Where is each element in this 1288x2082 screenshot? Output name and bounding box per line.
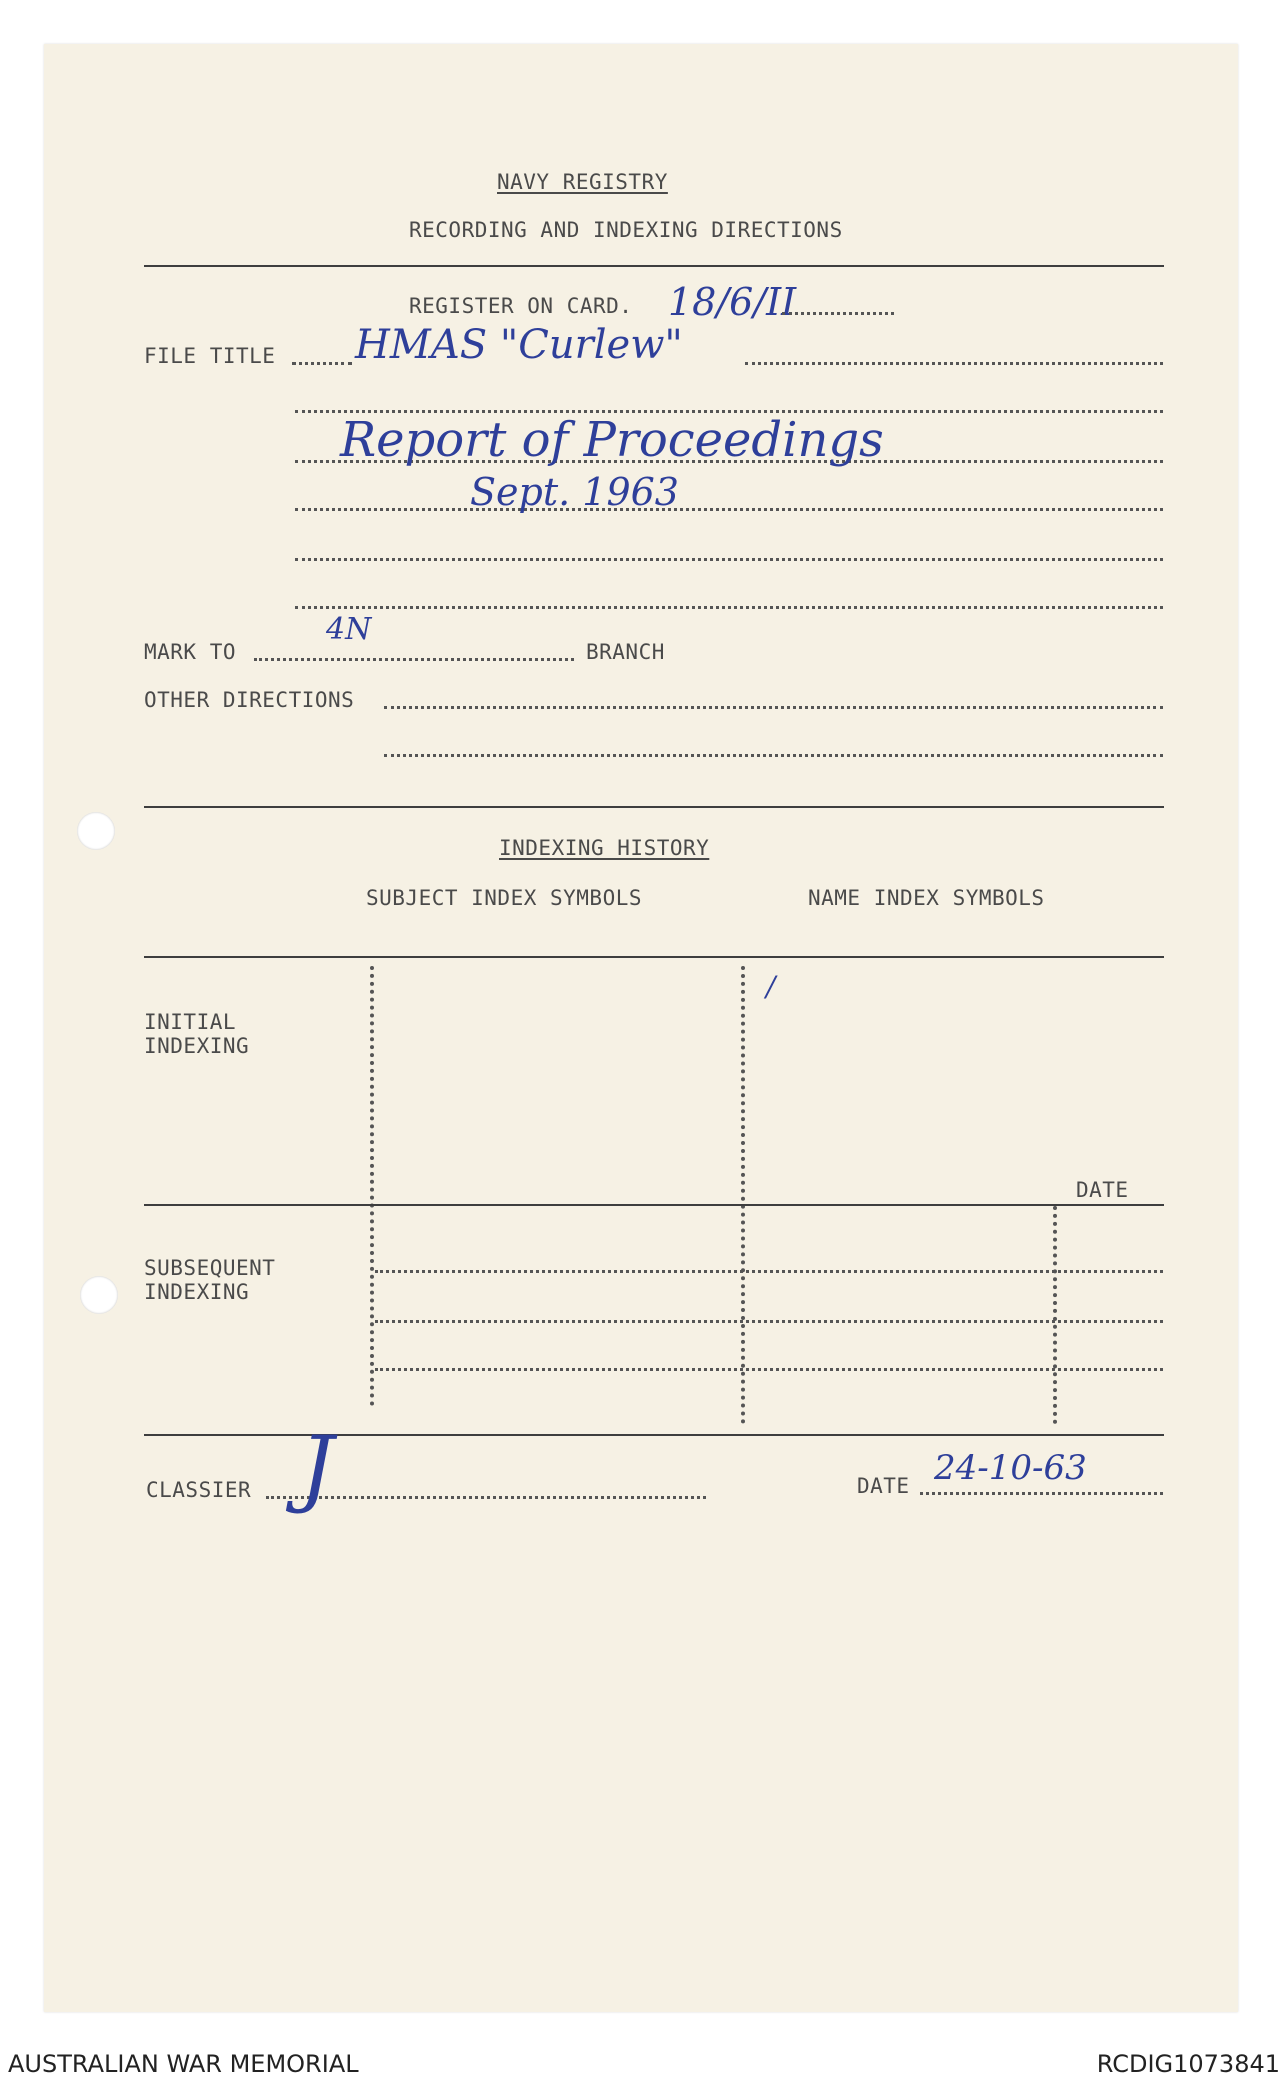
date-column-divider [1053,1206,1057,1424]
classifier-signature: J [300,1418,334,1516]
file-title-label: FILE TITLE [144,344,276,368]
file-title-line2: Report of Proceedings [340,412,884,468]
mark-to-label: MARK TO [144,640,237,664]
form-title: NAVY REGISTRY [497,170,668,194]
date-label: DATE [857,1474,910,1498]
classifier-label: CLASSIER [146,1478,252,1502]
initial-indexing-rule [144,1204,1164,1206]
header-rule [144,265,1164,267]
footer-right: RCDIG1073841 [1096,2050,1280,2078]
file-title-dots-4 [295,508,1163,511]
punch-hole-bottom [80,1276,118,1314]
file-title-dots-1a [292,362,352,365]
punch-hole-top [77,812,115,850]
other-directions-dots-2 [384,754,1163,757]
date-column-header: DATE [1076,1178,1129,1202]
subject-column-divider [370,966,374,1406]
initial-name-mark: / [766,970,776,1003]
initial-indexing-label-1: INITIAL [144,1010,237,1034]
subsequent-dots-2 [375,1320,1163,1323]
indexing-heading: INDEXING HISTORY [499,836,710,860]
file-title-line1: HMAS "Curlew" [355,322,683,368]
file-title-dots-1b [745,362,1163,365]
register-value: 18/6/II [668,280,797,324]
register-label: REGISTER ON CARD. [409,294,633,318]
indexing-header-rule [144,956,1164,958]
subsequent-dots-1 [375,1270,1163,1273]
name-column-divider [741,966,745,1424]
subsequent-indexing-rule [144,1434,1164,1436]
name-column-header: NAME INDEX SYMBOLS [808,886,1045,910]
subject-column-header: SUBJECT INDEX SYMBOLS [366,886,643,910]
subsequent-dots-3 [375,1368,1163,1371]
footer-left: AUSTRALIAN WAR MEMORIAL [8,2050,359,2078]
mark-to-value: 4N [326,612,372,647]
initial-indexing-label-2: INDEXING [144,1034,250,1058]
date-value: 24-10-63 [934,1448,1087,1488]
section-rule [144,806,1164,808]
date-dots [920,1492,1163,1495]
file-title-dots-5 [295,558,1163,561]
subsequent-indexing-label-2: INDEXING [144,1280,250,1304]
form-subtitle: RECORDING AND INDEXING DIRECTIONS [409,218,843,242]
mark-to-dots [254,658,574,661]
subsequent-indexing-label-1: SUBSEQUENT [144,1256,276,1280]
file-title-dots-6 [295,606,1163,609]
register-dots [782,312,894,315]
other-directions-label: OTHER DIRECTIONS [144,688,355,712]
other-directions-dots-1 [384,706,1163,709]
file-title-line3: Sept. 1963 [470,470,679,514]
mark-to-branch: BRANCH [586,640,665,664]
